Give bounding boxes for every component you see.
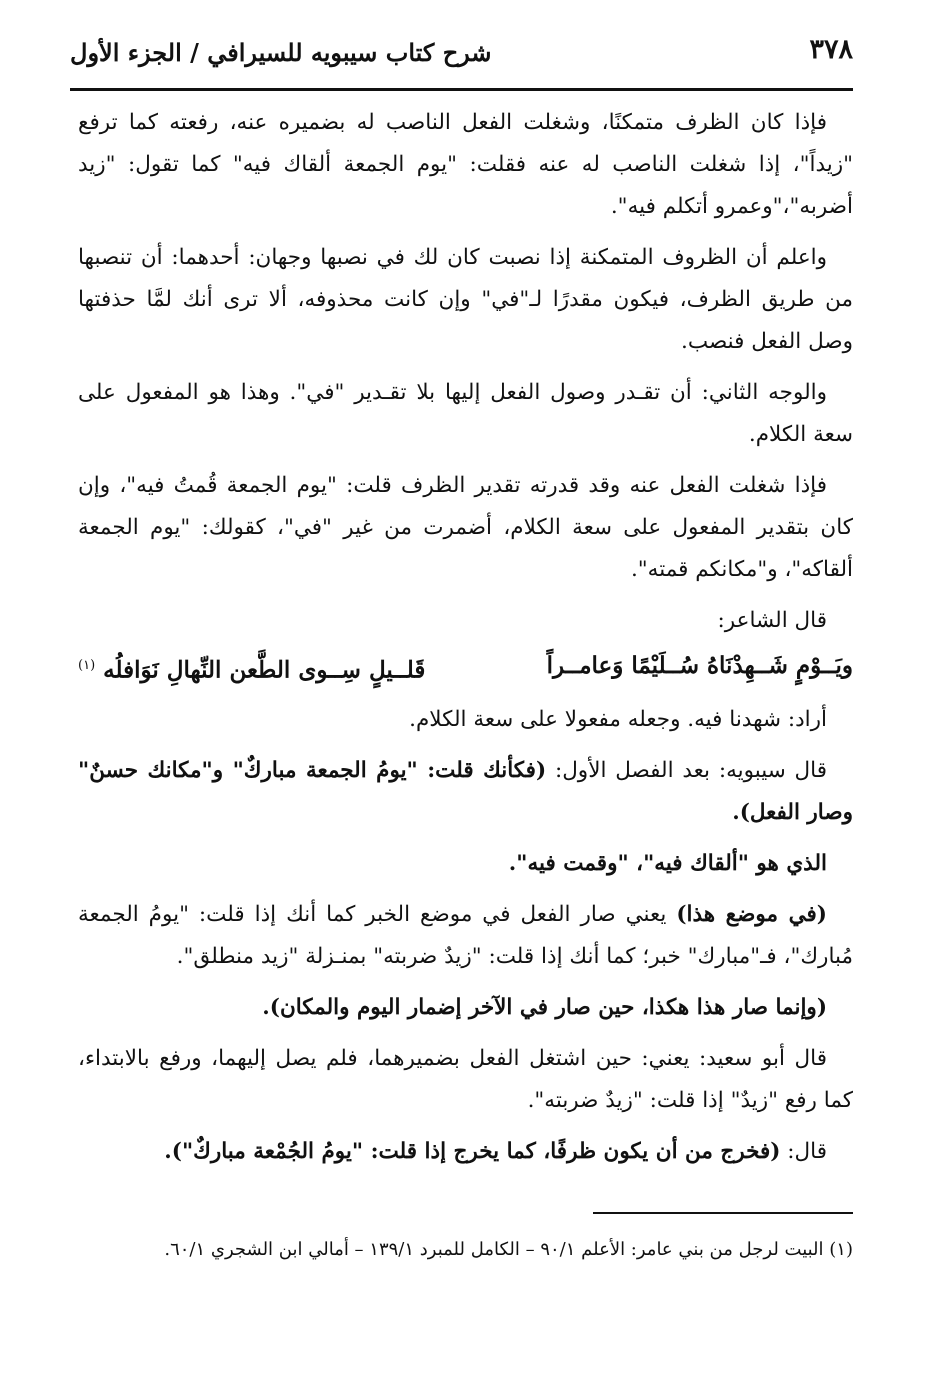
verse-second-hemistich: قَلــيلٍ سِــوى الطَّعن النِّهالِ نَوَافلُه — [103, 656, 426, 684]
sibawayh-intro: قال سيبويه: بعد الفصل الأول: — [546, 757, 827, 783]
verse-first-hemistich: ويَــوْمٍ شَــهِدْنَاهُ سُــلَيْمًا وَعامــراً — [546, 652, 853, 679]
final-paragraph — [78, 1131, 853, 1173]
footnote: (١) البيت لرجل من بني عامر: الأعلم ٩٠/١ – الكامل للمبرد ١٣٩/١ – أمالي ابن الشجري ٦٠/١. — [164, 1239, 853, 1260]
paragraph-1: فإذا كان الظرف متمكنًا، وشغلت الفعل الناصب له بضميره عنه، رفعته كما ترفع "زيداً"، إذا شغلت الناصب له عنه فقلت: "يوم الجمعة ألقاك فيه" كما تقول: "زيد أضربه"،"وعمرو أتكلم فيه". — [78, 110, 853, 219]
page-number: ٣٧٨ — [809, 34, 853, 65]
sibawayh-quote: (فكأنك قلت: "يومُ الجمعة مباركٌ" و"مكانك حسنٌ" وصار الفعل). — [78, 757, 853, 825]
footnote-separator — [593, 1212, 853, 1214]
paragraph-4: فإذا شغلت الفعل عنه وقد قدرته تقدير الظرف قلت: "يوم الجمعة قُمتُ فيه"، وإن كان بتقدير المفعول على سعة الكلام، أضمرت من غير "في"، كقولك: "يوم الجمعة ألقاكه"، و"مكانكم قمته". — [78, 473, 853, 582]
bold-line-1: الذي هو "ألقاك فيه"، "وقمت فيه". — [508, 850, 827, 876]
verse-second-hemistich-wrap — [78, 644, 425, 693]
paragraph-3: والوجه الثاني: أن تقـدر وصول الفعل إليها بلا تقـدير "في". وهذا هو المفعول على سعة الكلام. — [78, 380, 853, 447]
running-title: شرح كتاب سيبويه للسيرافي / الجزء الأول — [70, 38, 492, 67]
bold-line-2: (وإنما صار هذا هكذا، حين صار في الآخر إضمار اليوم والمكان). — [262, 994, 827, 1020]
commentary-text: يعني صار الفعل في موضع الخبر كما أنك إذا قلت: "يومُ الجمعة مُبارك"، فـ"مبارك" خبر؛ كما أنك إذا قلت: "زيدٌ ضربته" بمنـزلة "زيد منطلق". — [78, 901, 853, 969]
poetry-verse — [78, 644, 853, 693]
page-header — [70, 28, 853, 91]
poet-intro: قال الشاعر: — [717, 608, 827, 633]
commentary-paragraph — [78, 894, 853, 978]
sibawayh-quote-paragraph — [78, 750, 853, 834]
final-intro: قال: — [780, 1138, 827, 1164]
footnote-marker: (١) — [78, 658, 96, 673]
paragraph-2: واعلم أن الظروف المتمكنة إذا نصبت كان لك في نصبها وجهان: أحدهما: أن تنصبها من طريق الظرف، فيكون مقدرًا لـ"في" وإن كانت محذوفه، ألا ترى أنك لمَّا حذفتها وصل الفعل فنصب. — [78, 245, 853, 354]
abu-said-paragraph: قال أبو سعيد: يعني: حين اشتغل الفعل بضميرهما، فلم يصل إليهما، ورفع بالابتداء، كما رفع "زيدٌ" إذا قلت: "زيدٌ ضربته". — [78, 1045, 853, 1113]
page-body — [78, 102, 853, 1182]
commentary-bold: (في موضع هذا) — [676, 901, 827, 927]
final-bold: (فخرج من أن يكون ظرفًا، كما يخرج إذا قلت: "يومُ الجُمْعة مباركٌ"). — [164, 1138, 781, 1164]
verse-explanation: أراد: شهدنا فيه. وجعله مفعولا على سعة الكلام. — [409, 706, 827, 732]
